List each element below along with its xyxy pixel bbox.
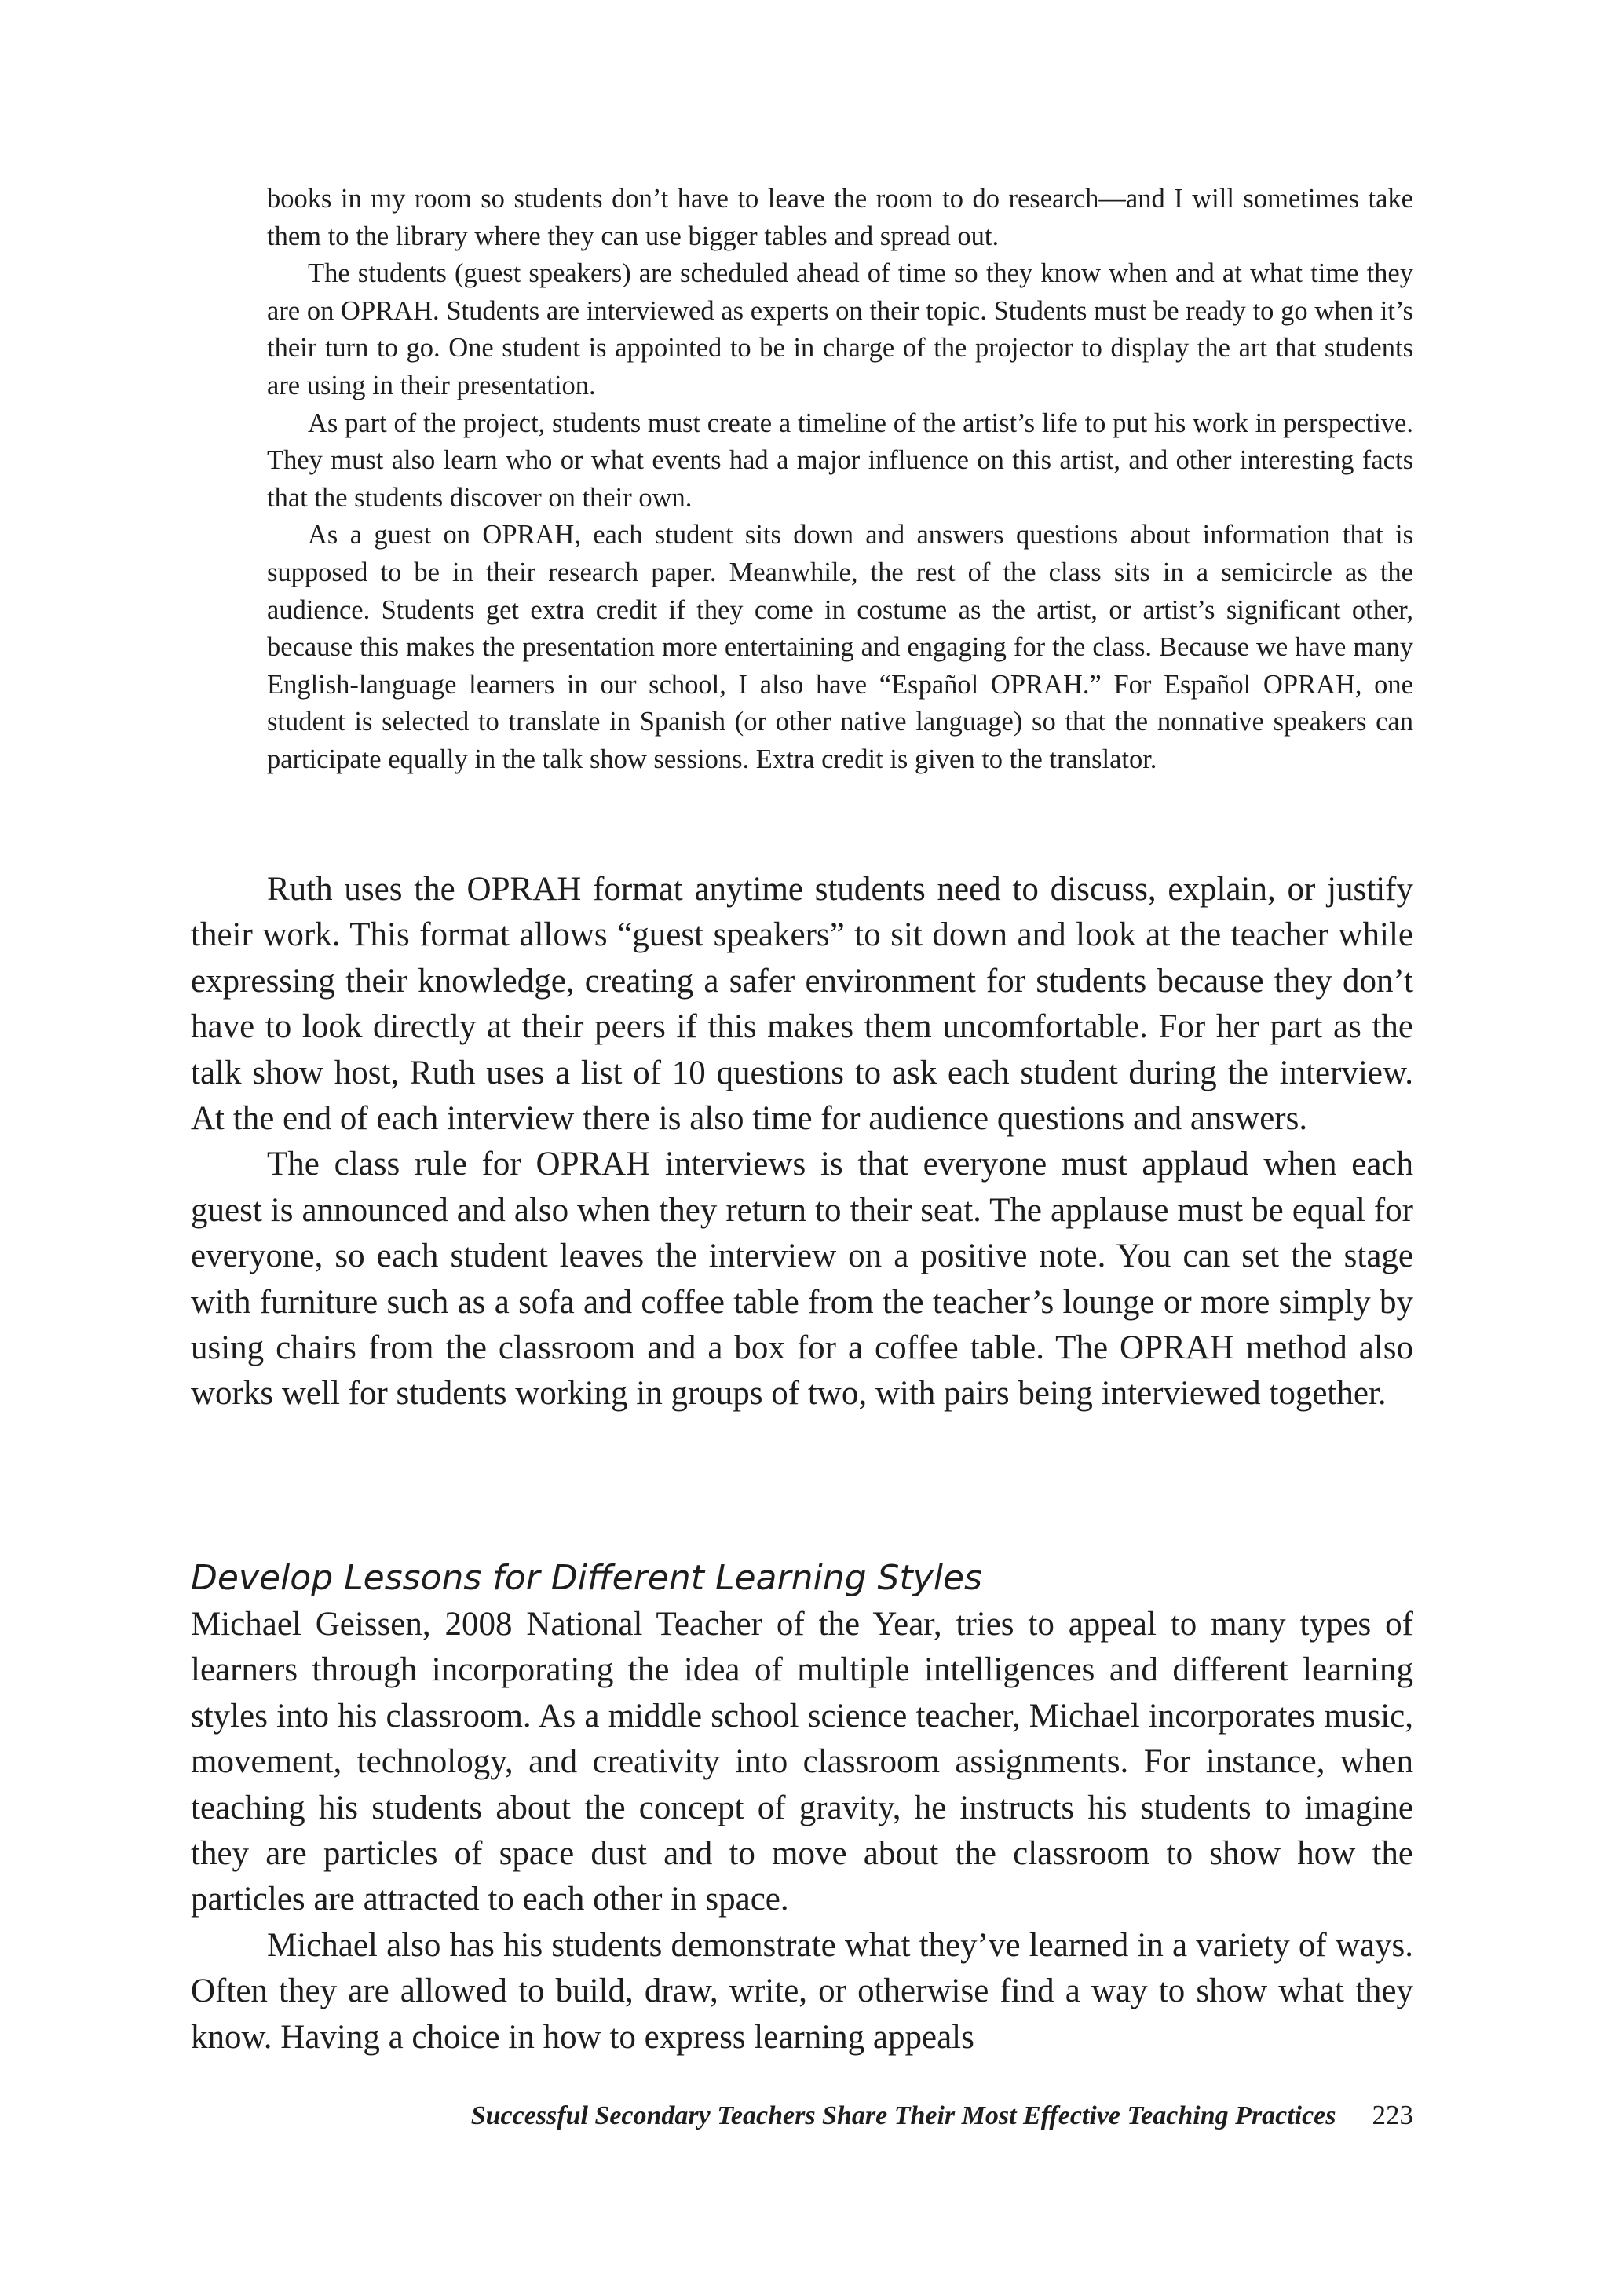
extract-paragraph: books in my room so students don’t have to leave the room to do research—and I will sometimes take them to the library where they can use bigger tables and spread out.: [267, 184, 1413, 251]
body-paragraph: Ruth uses the OPRAH format anytime students need to discuss, explain, or justify their work. This format allows “guest speakers” to sit down and look at the teacher while expressing their knowledge, creating a safer environment for students because they don’t have to look directly at their peers if this makes them uncomfortable. For her part as the talk show host, Ruth uses a list of 10 questions to ask each student during the interview. At the end of each interview there is also time for audience questions and answers.: [191, 871, 1413, 1138]
indented-extract: [267, 181, 1413, 779]
extract-paragraph: As a guest on OPRAH, each student sits down and answers questions about information that is supposed to be in their research paper. Meanwhile, the rest of the class sits in a semicircle as the audience. Students get extra credit if they come in costume as the artist, or artist’s significant other, because this makes the presentation more entertaining and engaging for the class. Because we have many English-language learners in our school, I also have “Español OPRAH.” For Español OPRAH, one student is selected to translate in Spanish (or other native language) so that the nonnative speakers can participate equally in the talk show sessions. Extra credit is given to the translator.: [267, 520, 1413, 774]
body-paragraph: Michael also has his students demonstrate what they’ve learned in a variety of ways. Often they are allowed to build, draw, write, or otherwise find a way to show what they know. Having a choice in how to express learning appeals: [191, 1926, 1413, 2056]
page-number: 223: [1372, 2100, 1413, 2130]
oprah-body-text: [191, 867, 1413, 1417]
extract-paragraph: The students (guest speakers) are scheduled ahead of time so they know when and at what time they are on OPRAH. Students are interviewed as experts on their topic. Students must be ready to go when it’s their turn to go. One student is appointed to be in charge of the projector to display the art that students are using in their presentation.: [267, 258, 1413, 400]
extract-paragraph: As part of the project, students must create a timeline of the artist’s life to put his work in perspective. They must also learn who or what events had a major influence on this artist, and other interesting facts that the students discover on their own.: [267, 408, 1413, 513]
learning-styles-body-text: [191, 1602, 1413, 2060]
page-footer: [191, 2098, 1413, 2133]
body-paragraph: Michael Geissen, 2008 National Teacher of the Year, tries to appeal to many types of learners through incorporating the idea of multiple intelligences and different learning styles into his classroom. As a middle school science teacher, Michael incorporates music, movement, technology, and creativity into classroom assignments. For instance, when teaching his students about the concept of gravity, he instructs his students to imagine they are particles of space dust and to move about the classroom to show how the particles are attracted to each other in space.: [191, 1606, 1413, 1918]
body-paragraph: The class rule for OPRAH interviews is that everyone must applaud when each guest is announced and also when they return to their seat. The applause must be equal for everyone, so each student leaves the interview on a positive note. You can set the stage with furniture such as a sofa and coffee table from the teacher’s lounge or more simply by using chairs from the classroom and a box for a coffee table. The OPRAH method also works well for students working in groups of two, with pairs being interviewed together.: [191, 1146, 1413, 1413]
running-title: Successful Secondary Teachers Share Their Most Effective Teaching Practices: [470, 2101, 1336, 2130]
section-heading: Develop Lessons for Different Learning Styles: [191, 1558, 982, 1598]
